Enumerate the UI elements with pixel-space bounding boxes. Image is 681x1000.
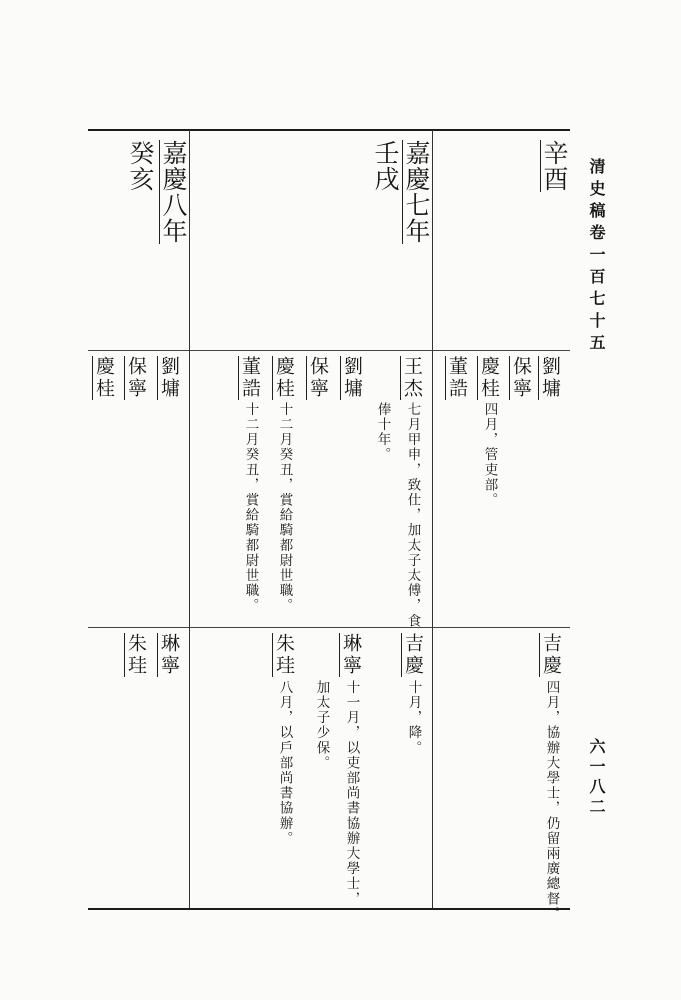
official-note-continued: 俸十年。 bbox=[374, 402, 391, 463]
official-name: 朱珪 bbox=[125, 633, 147, 677]
year-ganzhi-2: 壬戌 bbox=[371, 140, 400, 192]
official-note: 四月，管吏部。 bbox=[481, 402, 498, 508]
official-note: 十一月，以吏部尚書協辦大學士， bbox=[343, 680, 360, 907]
official-note-continued: 加太子少保。 bbox=[313, 680, 330, 771]
page-number: 六一八二 bbox=[587, 738, 606, 818]
official-name: 慶桂 bbox=[478, 356, 500, 400]
official-name: 琳寧 bbox=[158, 633, 180, 677]
year-ganzhi-1: 辛酉 bbox=[540, 140, 569, 192]
official-name: 朱珪 bbox=[273, 633, 295, 677]
official-note: 十月，降。 bbox=[405, 680, 422, 756]
official-name: 董誥 bbox=[239, 356, 261, 400]
official-name: 慶桂 bbox=[273, 356, 295, 400]
official-note: 四月，協辦大學士，仍留兩廣總督。 bbox=[543, 680, 560, 922]
official-name: 董誥 bbox=[446, 356, 468, 400]
year-ganzhi-3: 癸亥 bbox=[126, 140, 155, 192]
official-name: 吉慶 bbox=[540, 633, 562, 677]
row-divider-2 bbox=[88, 627, 570, 628]
official-note: 七月甲申，致仕，加太子太傅，食 bbox=[404, 402, 421, 629]
official-name: 保寧 bbox=[307, 356, 329, 400]
official-name: 王杰 bbox=[401, 356, 423, 400]
official-name: 保寧 bbox=[510, 356, 532, 400]
official-note: 十二月癸丑，賞給騎都尉世職。 bbox=[242, 402, 259, 614]
table-bottom-rule bbox=[88, 908, 570, 910]
official-name: 琳寧 bbox=[340, 633, 362, 677]
year-reign-2: 嘉慶七年 bbox=[402, 140, 431, 244]
official-note: 八月，以戶部尚書協辦。 bbox=[276, 680, 293, 847]
column-divider-2 bbox=[189, 130, 190, 908]
row-divider-1 bbox=[88, 350, 570, 351]
official-name: 慶桂 bbox=[93, 356, 115, 400]
official-name: 保寧 bbox=[125, 356, 147, 400]
table-top-rule bbox=[88, 129, 570, 131]
year-reign-3: 嘉慶八年 bbox=[159, 140, 188, 244]
official-name: 劉墉 bbox=[158, 356, 180, 400]
book-title: 清史稿卷一百七十五 bbox=[587, 158, 606, 356]
official-name: 劉墉 bbox=[539, 356, 561, 400]
column-divider-1 bbox=[432, 130, 433, 908]
official-name: 吉慶 bbox=[402, 633, 424, 677]
official-note: 十二月癸丑，賞給騎都尉世職。 bbox=[276, 402, 293, 614]
official-name: 劉墉 bbox=[341, 356, 363, 400]
